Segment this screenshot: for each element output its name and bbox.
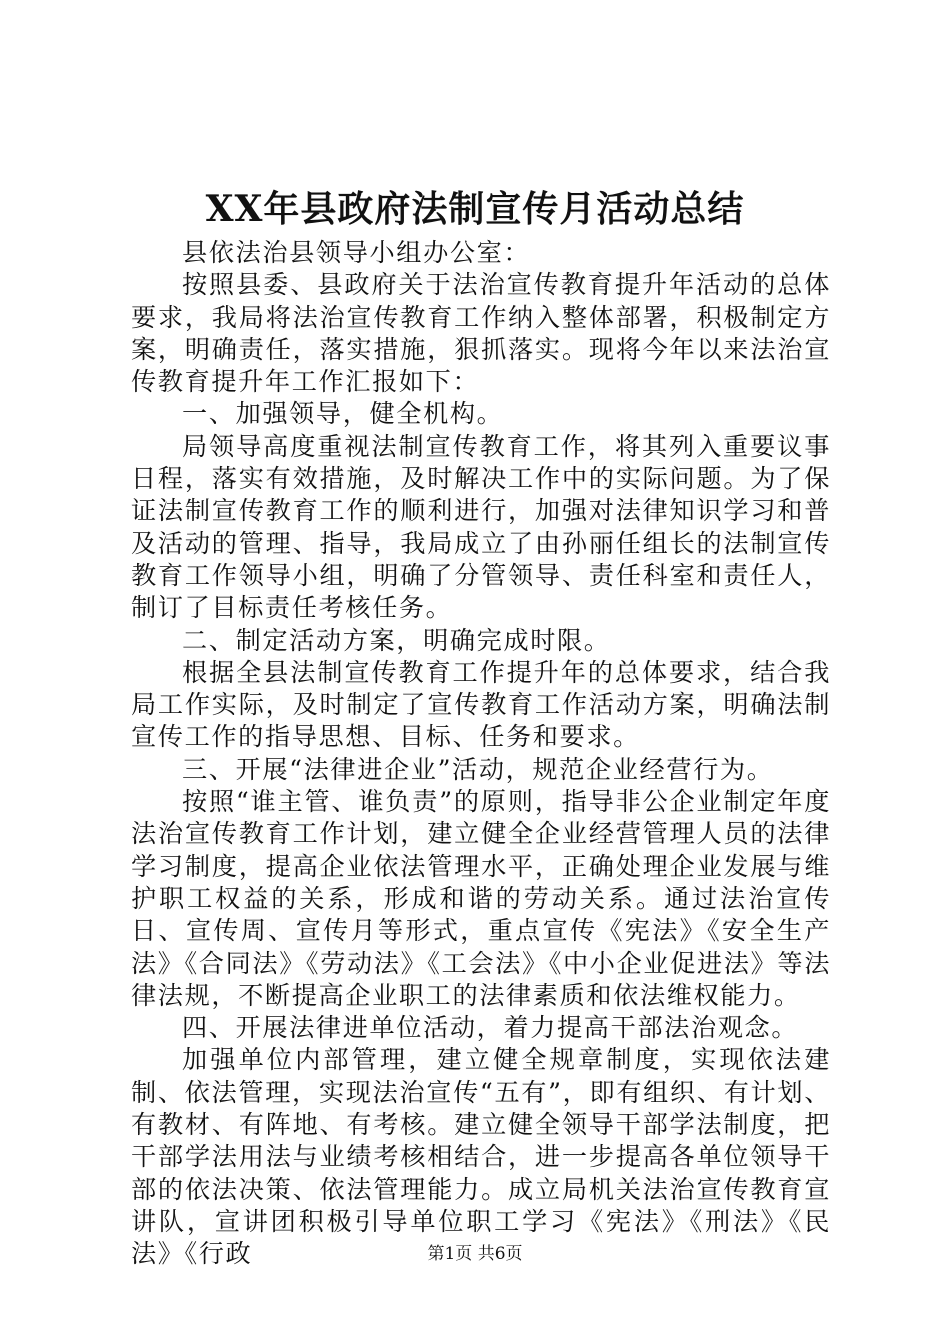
salutation: 县依法治县领导小组办公室： (182, 238, 531, 267)
section-heading-2: 二、制定活动方案，明确完成时限。 (182, 625, 611, 655)
section-body-1: 局领导高度重视法制宣传教育工作，将其列入重要议事日程，落实有效措施，及时解决工作中的实际问题。为了保证法制宣传教育工作的顺利进行，加强对法律知识学习和普及活动的管理、指导，我局成立了由孙丽任组长的法制宣传教育工作领导小组，明确了分管领导、责任科室和责任人，制订了目标责任考核任务。 (131, 431, 831, 623)
section-body-2: 根据全县法制宣传教育工作提升年的总体要求，结合我局工作实际，及时制定了宣传教育工作活动方案，明确法制宣传工作的指导思想、目标、任务和要求。 (131, 657, 831, 752)
page-number-footer: 第1页 共6页 (427, 1244, 523, 1264)
document-body (131, 237, 831, 1271)
section-heading-3: 三、开展“法律进企业”活动，规范企业经营行为。 (182, 754, 774, 784)
section-heading-4: 四、开展法律进单位活动，着力提高干部法治观念。 (182, 1013, 799, 1043)
section-body-3: 按照“谁主管、谁负责”的原则，指导非公企业制定年度法治宣传教育工作计划，建立健全企业经营管理人员的法律学习制度，提高企业依法管理水平，正确处理企业发展与维护职工权益的关系，形成和谐的劳动关系。通过法治宣传日、宣传周、宣传月等形式，重点宣传《宪法》《安全生产法》《合同法》《劳动法》《工会法》《中小企业促进法》等法律法规，不断提高企业职工的法律素质和依法维权能力。 (131, 787, 831, 1010)
document-title: XX年县政府法制宣传月活动总结 (205, 188, 745, 230)
section-body-4: 加强单位内部管理，建立健全规章制度，实现依法建制、依法管理，实现法治宣传“五有”，即有组织、有计划、有教材、有阵地、有考核。建立健全领导干部学法制度，把干部学法用法与业绩考核相结合，进一步提高各单位领导干部的依法决策、依法管理能力。成立局机关法治宣传教育宣讲队，宣讲团积极引导单位职工学习《宪法》《刑法》《民法》《行政 (131, 1045, 831, 1269)
intro-paragraph: 按照县委、县政府关于法治宣传教育提升年活动的总体要求，我局将法治宣传教育工作纳入整体部署，积极制定方案，明确责任，落实措施，狠抓落实。现将今年以来法治宣传教育提升年工作汇报如下： (131, 270, 831, 397)
section-heading-1: 一、加强领导，健全机构。 (182, 399, 504, 429)
